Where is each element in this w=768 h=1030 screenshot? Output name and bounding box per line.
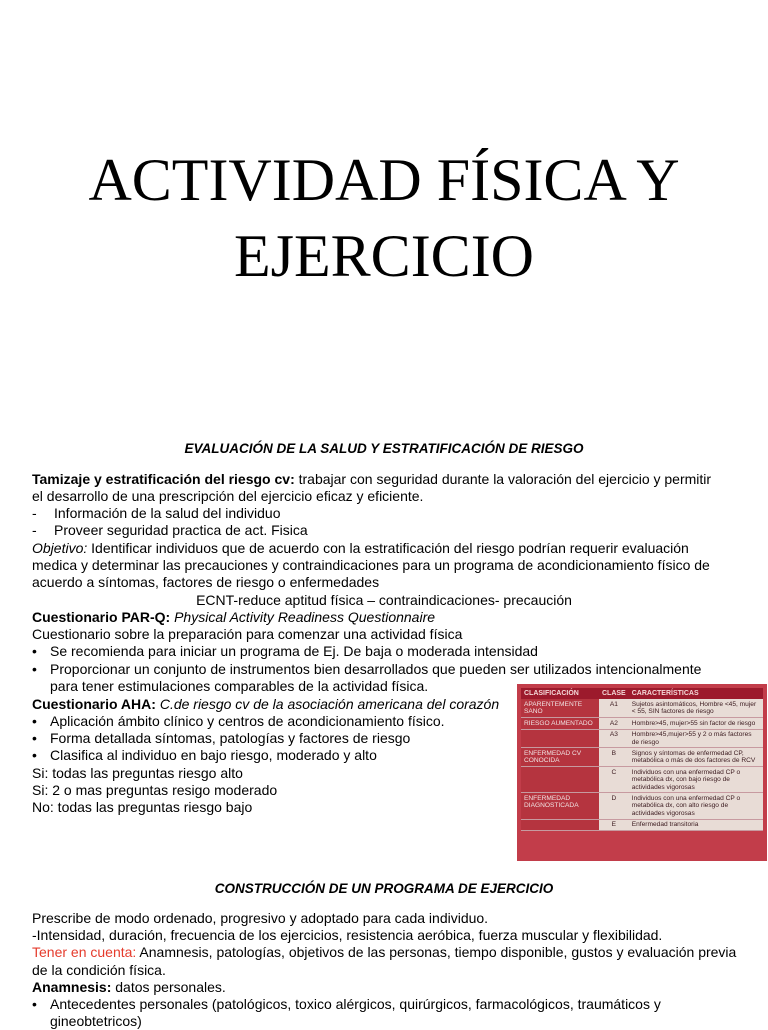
parq-subtitle: Physical Activity Readiness Questionnaire xyxy=(170,609,436,625)
table-cell: B xyxy=(599,748,629,767)
bullet-item: • Antecedentes personales (patológicos, toxico alérgicos, quirúrgicos, farmacológicos, traumáticos y xyxy=(32,996,661,1012)
anamnesis-label: Anamnesis: xyxy=(32,979,112,995)
table-cell: A2 xyxy=(599,718,629,729)
tamizaje-cont: el desarrollo de una prescripción del ejercicio eficaz y eficiente. xyxy=(32,488,424,504)
table-cell: ENFERMEDAD CV CONOCIDA xyxy=(521,748,599,767)
table-cell: Sujetos asintomáticos, Hombre <45, mujer < 55, SIN factores de riesgo xyxy=(629,699,763,717)
bullet-cont: para tener estimulaciones comparables de la actividad física. xyxy=(50,678,429,694)
table-cell: C xyxy=(599,767,629,793)
anamnesis-text: datos personales. xyxy=(111,979,226,995)
objetivo-cont-2: acuerdo a síntomas, factores de riesgo o enfermedades xyxy=(32,574,380,590)
bullet-text: Se recomienda para iniciar un programa de Ej. De baja o moderada intensidad xyxy=(50,643,538,659)
title-line-1: ACTIVIDAD FÍSICA Y xyxy=(88,147,680,213)
objetivo-cont-1: medica y determinar las precauciones y contraindicaciones para un programa de acondicionamiento físico de xyxy=(32,557,710,573)
table-cell: Hombre>45, mujer>55 sin factor de riesgo xyxy=(629,718,763,729)
table-cell: ENFERMEDAD DIAGNOSTICADA xyxy=(521,793,599,819)
table-cell xyxy=(521,819,599,830)
bullet-item: • Proporcionar un conjunto de instrumentos bien desarrollados que pueden ser utilizados intencionalmente xyxy=(32,661,702,677)
dash-item-text: Información de la salud del individuo xyxy=(54,505,281,521)
parq-label: Cuestionario PAR-Q: xyxy=(32,609,171,625)
risk-table xyxy=(521,688,763,831)
tamizaje-label: Tamizaje y estratificación del riesgo cv: xyxy=(32,471,295,487)
aha-line xyxy=(32,696,499,713)
table-cell: E xyxy=(599,819,629,830)
section-heading-evaluacion: EVALUACIÓN DE LA SALUD Y ESTRATIFICACIÓN DE RIESGO xyxy=(184,441,584,456)
bullet-text: Proporcionar un conjunto de instrumentos bien desarrollados que pueden ser utilizados intencionalmente xyxy=(50,661,702,677)
ecnt-line: ECNT-reduce aptitud física – contraindicaciones- precaución xyxy=(196,592,572,608)
result-line: Si: 2 o mas preguntas resigo moderado xyxy=(32,782,278,798)
table-cell: A3 xyxy=(599,729,629,748)
tener-line xyxy=(32,944,736,961)
objetivo-label: Objetivo: xyxy=(32,540,88,556)
table-row xyxy=(521,767,763,793)
table-cell: RIESGO AUMENTADO xyxy=(521,718,599,729)
section-heading-construccion: CONSTRUCCIÓN DE UN PROGRAMA DE EJERCICIO xyxy=(214,881,554,896)
table-row xyxy=(521,793,763,819)
intensidad-line: -Intensidad, duración, frecuencia de los ejercicios, resistencia aeróbica, fuerza muscular y flexibilidad. xyxy=(32,927,663,943)
bullet-text: Aplicación ámbito clínico y centros de acondicionamiento físico. xyxy=(50,713,445,729)
table-cell xyxy=(521,729,599,748)
bullet-text: Forma detallada síntomas, patologías y factores de riesgo xyxy=(50,730,411,746)
table-cell: Signos y síntomas de enfermedad CP, metabólica o más de dos factores de RCV xyxy=(629,748,763,767)
bullet-text: Clasifica al individuo en bajo riesgo, moderado y alto xyxy=(50,747,377,763)
bullet-item: • Forma detallada síntomas, patologías y factores de riesgo xyxy=(32,730,411,746)
anamnesis-line xyxy=(32,979,226,996)
bullet-item: • Se recomienda para iniciar un programa de Ej. De baja o moderada intensidad xyxy=(32,643,538,659)
aha-subtitle: C.de riesgo cv de la asociación americana del corazón xyxy=(155,696,500,712)
objetivo-line xyxy=(32,540,689,557)
tener-cont: de la condición física. xyxy=(32,962,166,978)
bullet-item: • Aplicación ámbito clínico y centros de acondicionamiento físico. xyxy=(32,713,445,729)
dash-item-text: Proveer seguridad practica de act. Fisica xyxy=(54,522,308,538)
table-cell: Hombre>45,mujer>55 y 2 o más factores de riesgo xyxy=(629,729,763,748)
title-line-2: EJERCICIO xyxy=(234,223,534,289)
bullet-item: • Clasifica al individuo en bajo riesgo, moderado y alto xyxy=(32,747,377,763)
table-row xyxy=(521,748,763,767)
table-cell: Individuos con una enfermedad CP o metabólica dx, con bajo riesgo de actividades vigorosas xyxy=(629,767,763,793)
tamizaje-text: trabajar con seguridad durante la valoración del ejercicio y permitir xyxy=(294,471,712,487)
table-header: CLASIFICACIÓN xyxy=(521,688,599,699)
tener-label: Tener en cuenta: xyxy=(32,944,137,960)
risk-classification-table-image xyxy=(517,684,767,861)
table-cell xyxy=(521,767,599,793)
table-row xyxy=(521,718,763,729)
result-line: Si: todas las preguntas riesgo alto xyxy=(32,765,243,781)
table-row xyxy=(521,729,763,748)
aha-label: Cuestionario AHA: xyxy=(32,696,156,712)
table-cell: APARENTEMENTE SANO xyxy=(521,699,599,717)
table-cell: D xyxy=(599,793,629,819)
dash-item: - Proveer seguridad practica de act. Fisica xyxy=(32,522,308,538)
tamizaje-line xyxy=(32,471,711,488)
table-cell: Individuos con una enfermedad CP o metabólica dx, con alto riesgo de actividades vigorosas xyxy=(629,793,763,819)
objetivo-text: Identificar individuos que de acuerdo con la estratificación del riesgo podrían requerir evaluación xyxy=(87,540,689,556)
parq-line xyxy=(32,609,435,626)
table-cell: A1 xyxy=(599,699,629,717)
prescribe-line: Prescribe de modo ordenado, progresivo y adoptado para cada individuo. xyxy=(32,910,489,926)
result-line: No: todas las preguntas riesgo bajo xyxy=(32,799,253,815)
bullet-cont: gineobtetricos) xyxy=(50,1013,142,1029)
table-cell: Enfermedad transitoria xyxy=(629,819,763,830)
dash-item: - Información de la salud del individuo xyxy=(32,505,281,521)
parq-desc: Cuestionario sobre la preparación para comenzar una actividad física xyxy=(32,626,463,642)
table-row xyxy=(521,699,763,717)
table-row xyxy=(521,819,763,830)
tener-text: Anamnesis, patologías, objetivos de las personas, tiempo disponible, gustos y evaluación previa xyxy=(136,944,737,960)
table-header: CARACTERÍSTICAS xyxy=(629,688,763,699)
bullet-text: Antecedentes personales (patológicos, toxico alérgicos, quirúrgicos, farmacológicos, traumáticos y xyxy=(50,996,661,1012)
table-header: CLASE xyxy=(599,688,629,699)
